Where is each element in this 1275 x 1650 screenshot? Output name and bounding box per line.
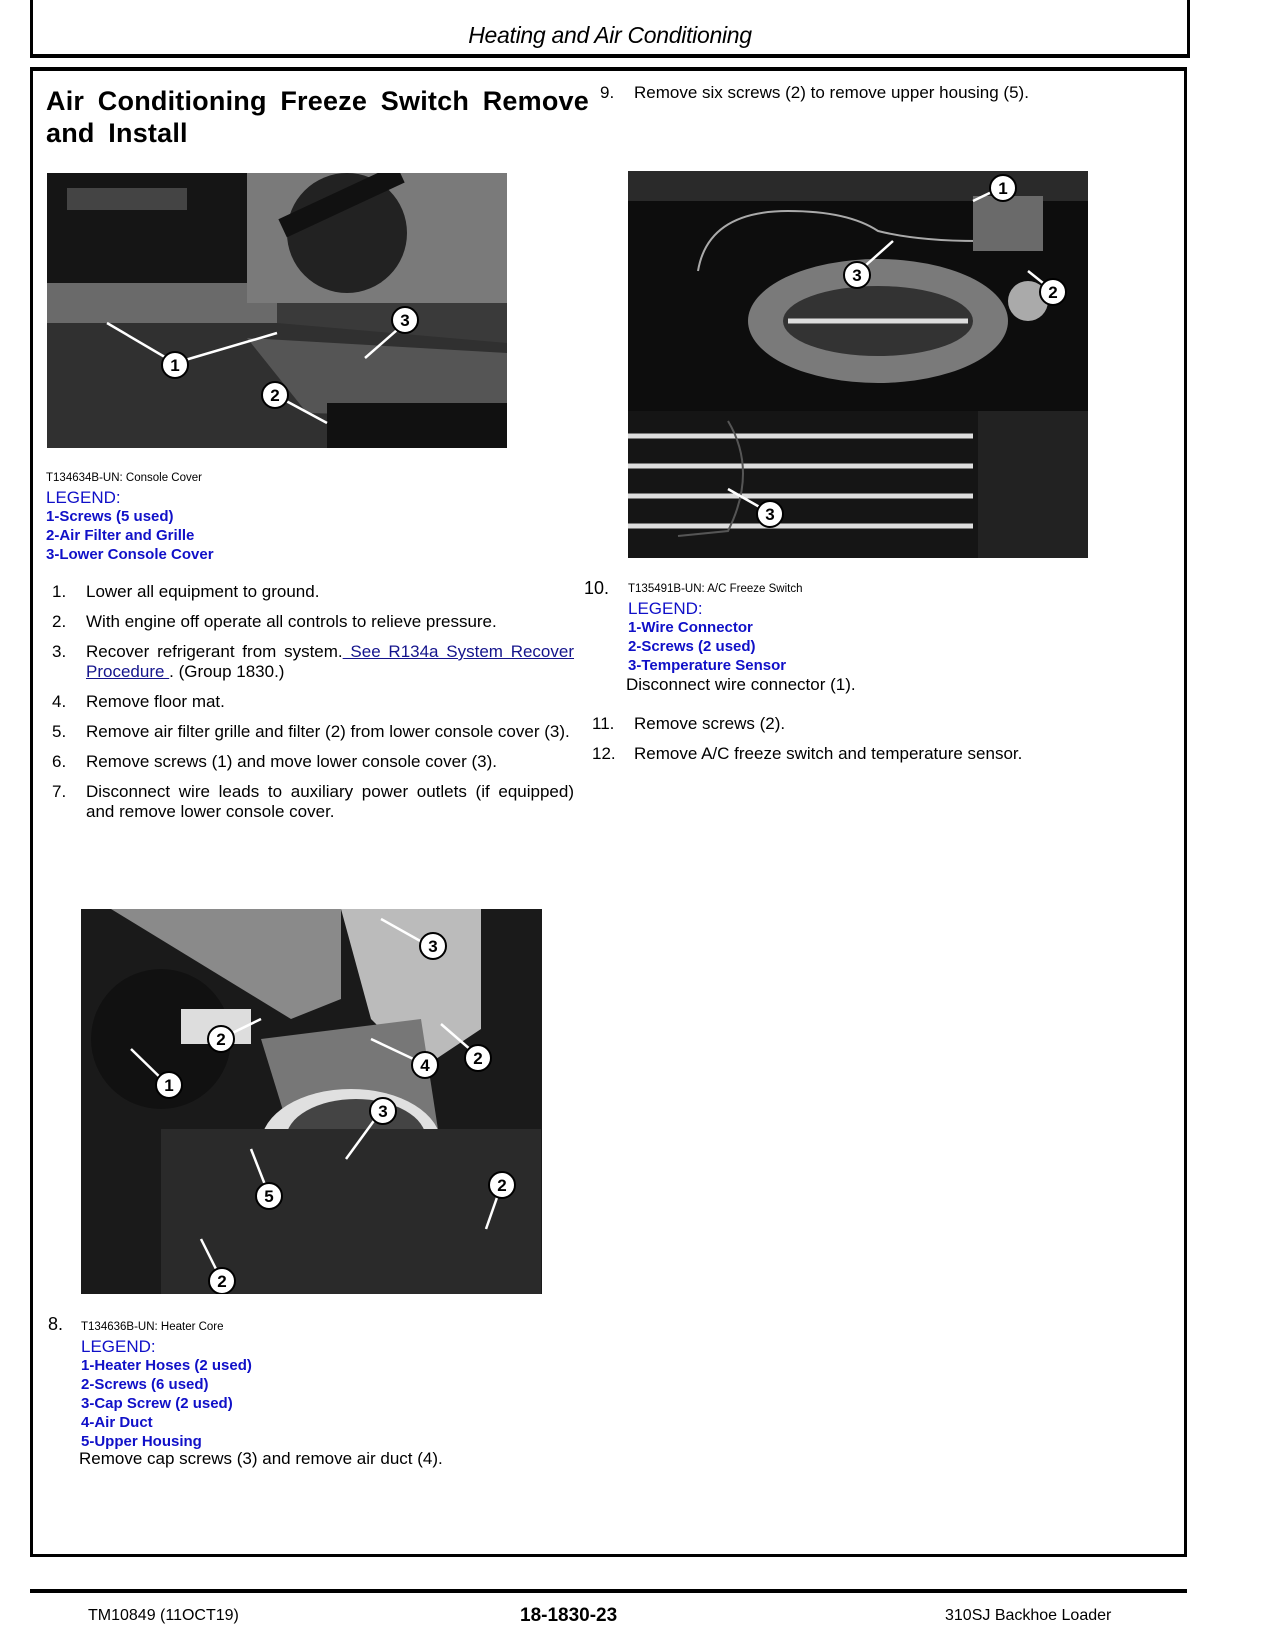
- step-10-instruction: Disconnect wire connector (1).: [626, 675, 856, 694]
- section-title: Heating and Air Conditioning: [468, 22, 752, 48]
- step-11: 11. Remove screws (2).: [592, 714, 786, 733]
- svg-text:3: 3: [852, 266, 862, 285]
- console-cover-caption: T134634B-UN: Console Cover: [46, 472, 202, 484]
- legend-title: LEGEND:: [81, 1337, 156, 1356]
- legend-item: 1-Screws (5 used): [46, 508, 174, 525]
- r134a-recover-procedure-link[interactable]: See R134a System Recover Procedure: [86, 642, 575, 681]
- svg-text:2: 2: [217, 1272, 227, 1291]
- step-8-number: 8.: [48, 1314, 64, 1334]
- callout-1: 1: [170, 356, 180, 375]
- section-header-box: [30, 0, 1190, 58]
- legend-item: 3-Temperature Sensor: [628, 657, 787, 674]
- ac-freeze-switch-photo: [628, 171, 1088, 558]
- svg-text:3: 3: [400, 311, 410, 330]
- legend-item: 1-Wire Connector: [628, 619, 753, 636]
- page-title: Air Conditioning Freeze Switch Remove and Install: [46, 86, 589, 148]
- legend-title: LEGEND:: [628, 599, 703, 618]
- console-cover-photo: [47, 173, 507, 448]
- step-9: 9. Remove six screws (2) to remove upper housing (5).: [600, 83, 1029, 102]
- step-2: 2. With engine off operate all controls to relieve pressure.: [52, 612, 497, 631]
- step-8-instruction: Remove cap screws (3) and remove air duct (4).: [79, 1449, 443, 1468]
- svg-text:2: 2: [1048, 283, 1058, 302]
- legend-item: 5-Upper Housing: [81, 1433, 202, 1450]
- svg-text:2: 2: [497, 1176, 507, 1195]
- legend-item: 1-Heater Hoses (2 used): [81, 1357, 252, 1374]
- step-12: 12. Remove A/C freeze switch and temperature sensor.: [592, 744, 1023, 763]
- step-6: 6. Remove screws (1) and move lower console cover (3).: [52, 752, 497, 771]
- footer-page-number: 18-1830-23: [520, 1605, 618, 1626]
- step-5: 5. Remove air filter grille and filter (2) from lower console cover (3).: [52, 722, 570, 741]
- svg-text:5: 5: [264, 1187, 274, 1206]
- legend-item: 2-Air Filter and Grille: [46, 527, 195, 544]
- svg-text:4: 4: [420, 1056, 430, 1075]
- svg-text:3: 3: [428, 937, 438, 956]
- steps-list-left: [48, 582, 574, 832]
- legend-item: 2-Screws (6 used): [81, 1376, 209, 1393]
- svg-text:1: 1: [164, 1076, 174, 1095]
- footer-divider: [30, 1589, 1187, 1593]
- legend-title: LEGEND:: [46, 488, 121, 507]
- ac-freeze-switch-caption: T135491B-UN: A/C Freeze Switch: [628, 583, 803, 595]
- heater-core-legend: [81, 1337, 252, 1451]
- content-box: [30, 67, 1187, 1557]
- heater-core-caption: T134636B-UN: Heater Core: [81, 1321, 224, 1333]
- svg-text:2: 2: [216, 1030, 226, 1049]
- step-10-number: 10.: [584, 578, 610, 598]
- legend-item: 4-Air Duct: [81, 1414, 153, 1431]
- svg-text:2: 2: [270, 386, 280, 405]
- svg-text:2: 2: [473, 1049, 483, 1068]
- svg-text:1: 1: [998, 179, 1008, 198]
- console-cover-legend: [46, 488, 214, 564]
- svg-text:3: 3: [378, 1102, 388, 1121]
- ac-freeze-switch-legend: [628, 599, 786, 675]
- step-1: 1. Lower all equipment to ground.: [52, 582, 320, 601]
- legend-item: 2-Screws (2 used): [628, 638, 756, 655]
- svg-text:3: 3: [765, 505, 775, 524]
- step-4: 4. Remove floor mat.: [52, 692, 225, 711]
- footer-manual-id: TM10849 (11OCT19): [88, 1607, 239, 1624]
- legend-item: 3-Lower Console Cover: [46, 546, 214, 563]
- legend-item: 3-Cap Screw (2 used): [81, 1395, 233, 1412]
- footer-model: 310SJ Backhoe Loader: [945, 1607, 1112, 1624]
- heater-core-photo: [81, 909, 542, 1294]
- step-3: 3. Recover refrigerant from system. See R134a System Recover Procedure . (Group 1830.): [52, 642, 575, 681]
- step-7: 7. Disconnect wire leads to auxiliary power outlets (if equipped) and remove lower console cover.: [52, 782, 574, 821]
- steps-list-right: [588, 714, 1128, 774]
